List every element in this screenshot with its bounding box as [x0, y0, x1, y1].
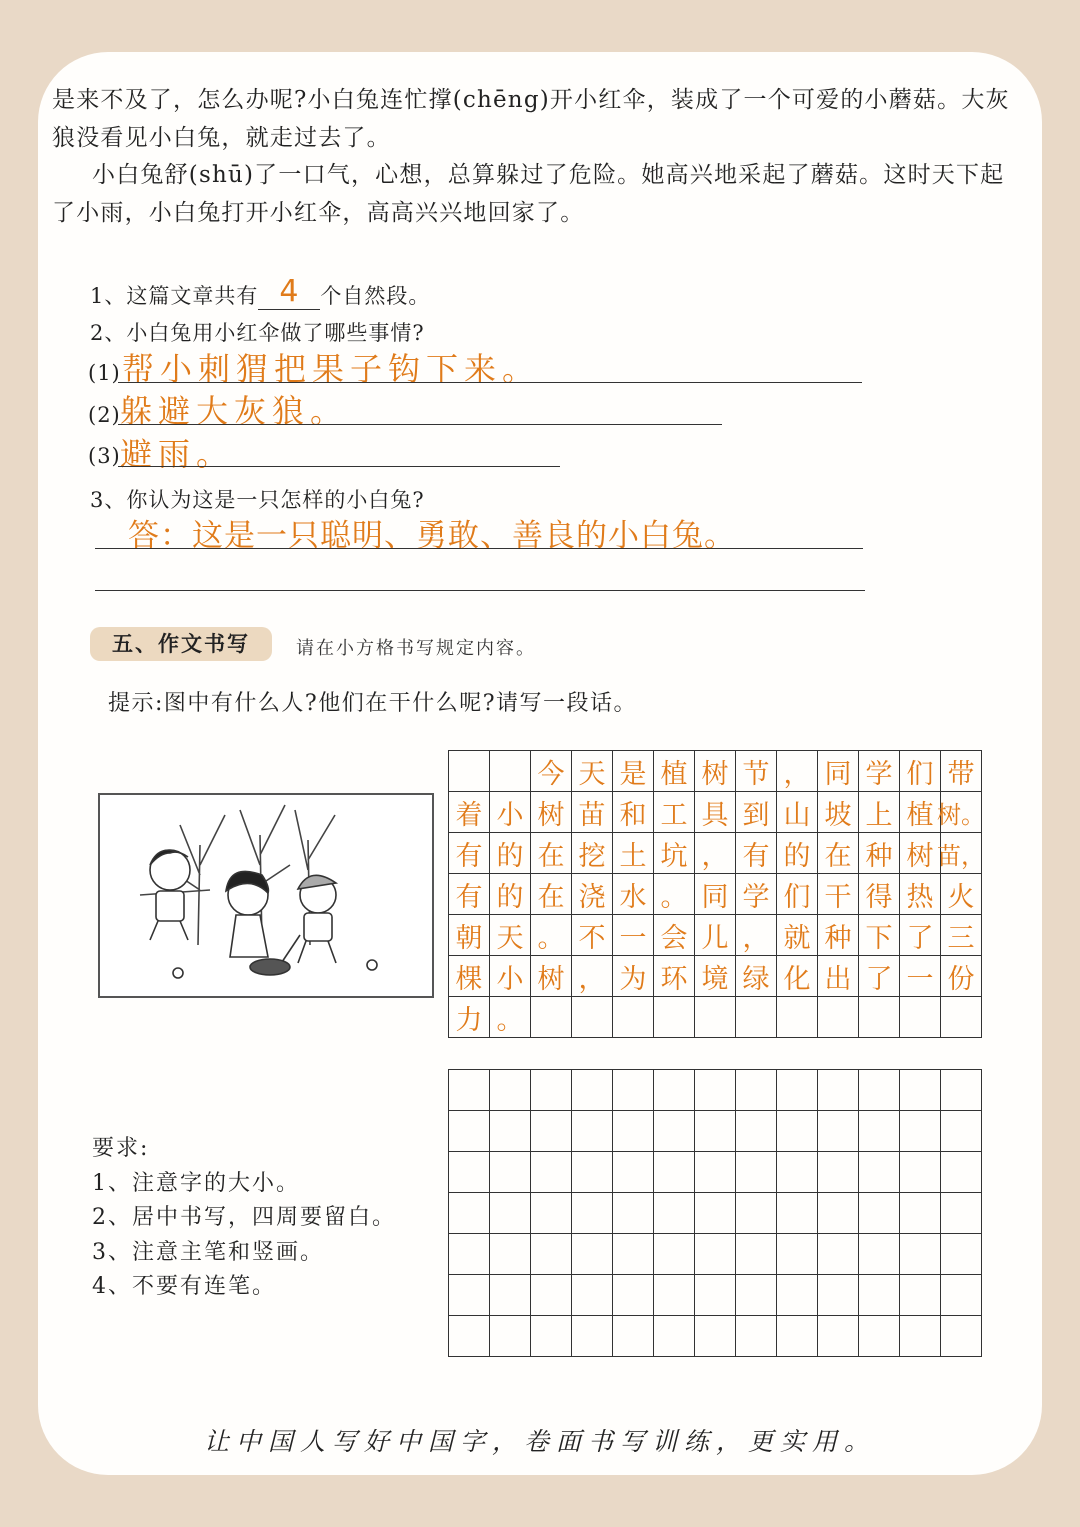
- grid-cell[interactable]: [736, 997, 777, 1038]
- grid-cell[interactable]: 和: [613, 792, 654, 833]
- grid-cell[interactable]: 树: [531, 956, 572, 997]
- grid-cell[interactable]: 有: [449, 833, 490, 874]
- reading-passage: [52, 82, 1027, 232]
- grid-cell[interactable]: [531, 1234, 572, 1275]
- grid-cell[interactable]: [941, 997, 982, 1038]
- q2-item-2-answer: 躲避大灰狼。: [120, 392, 349, 430]
- grid-cell[interactable]: [449, 1111, 490, 1152]
- grid-cell[interactable]: 环: [654, 956, 695, 997]
- grid-cell[interactable]: 在: [818, 833, 859, 874]
- grid-cell[interactable]: [490, 1193, 531, 1234]
- grid-cell[interactable]: [818, 1152, 859, 1193]
- grid-cell[interactable]: 力: [449, 997, 490, 1038]
- grid-cell[interactable]: 坑: [654, 833, 695, 874]
- grid-cell[interactable]: 会: [654, 915, 695, 956]
- question-1-prefix: 1、这篇文章共有: [90, 284, 259, 308]
- section-heading: 五、作文书写: [90, 627, 272, 661]
- grid-cell[interactable]: 工: [654, 792, 695, 833]
- grid-cell[interactable]: [777, 1111, 818, 1152]
- grid-cell[interactable]: [736, 1070, 777, 1111]
- grid-cell[interactable]: [818, 1275, 859, 1316]
- grid-cell[interactable]: 学: [859, 751, 900, 792]
- grid-cell[interactable]: [736, 1152, 777, 1193]
- requirement-item: 3、注意主笔和竖画。: [92, 1239, 324, 1265]
- grid-cell[interactable]: 一: [900, 956, 941, 997]
- grid-cell[interactable]: [531, 1193, 572, 1234]
- grid-cell[interactable]: [572, 1152, 613, 1193]
- writing-grid-empty: [448, 1069, 982, 1357]
- grid-cell[interactable]: [941, 1111, 982, 1152]
- passage-paragraph-2: 小白兔舒(shū)了一口气，心想，总算躲过了危险。她高兴地采起了蘑菇。这时天下起了小雨，小白兔打开小红伞，高高兴兴地回家了。: [52, 162, 1005, 226]
- footer-slogan: 让中国人写好中国字，卷面书写训练，更实用。: [203, 1427, 876, 1456]
- grid-cell[interactable]: 有: [449, 874, 490, 915]
- requirements: [92, 1132, 396, 1305]
- grid-cell[interactable]: 水: [613, 874, 654, 915]
- grid-cell[interactable]: [941, 1234, 982, 1275]
- requirement-item: 2、居中书写，四周要留白。: [92, 1205, 396, 1230]
- grid-cell[interactable]: [613, 1193, 654, 1234]
- question-1-blank[interactable]: [258, 274, 320, 310]
- grid-cell[interactable]: [449, 1234, 490, 1275]
- grid-cell[interactable]: [818, 1070, 859, 1111]
- grid-cell[interactable]: 树: [900, 833, 941, 874]
- grid-cell[interactable]: 土: [613, 833, 654, 874]
- requirement-item: 4、不要有连笔。: [92, 1274, 276, 1299]
- grid-cell[interactable]: [859, 1070, 900, 1111]
- grid-cell[interactable]: 绿: [736, 956, 777, 997]
- grid-cell[interactable]: [818, 1316, 859, 1357]
- grid-cell[interactable]: 三: [941, 915, 982, 956]
- grid-cell[interactable]: 小: [490, 792, 531, 833]
- grid-cell[interactable]: [572, 1193, 613, 1234]
- grid-cell[interactable]: 同: [818, 751, 859, 792]
- grid-cell[interactable]: 们: [777, 874, 818, 915]
- grid-cell[interactable]: [695, 1234, 736, 1275]
- q2-item-1-line[interactable]: [118, 382, 862, 383]
- grid-cell[interactable]: 具: [695, 792, 736, 833]
- grid-cell[interactable]: [613, 1234, 654, 1275]
- grid-cell[interactable]: [818, 997, 859, 1038]
- question-3: 3、你认为这是一只怎样的小白兔?: [90, 488, 425, 512]
- question-1: [90, 276, 430, 312]
- grid-cell[interactable]: [900, 997, 941, 1038]
- grid-cell[interactable]: [654, 1111, 695, 1152]
- grid-cell[interactable]: 份: [941, 956, 982, 997]
- grid-cell[interactable]: [695, 1070, 736, 1111]
- grid-cell[interactable]: [449, 1193, 490, 1234]
- grid-cell[interactable]: 一: [613, 915, 654, 956]
- grid-cell[interactable]: [613, 1152, 654, 1193]
- grid-cell[interactable]: 朝: [449, 915, 490, 956]
- grid-cell[interactable]: 植: [654, 751, 695, 792]
- grid-cell[interactable]: 热: [900, 874, 941, 915]
- grid-cell[interactable]: [818, 1111, 859, 1152]
- grid-cell[interactable]: 小: [490, 956, 531, 997]
- grid-cell[interactable]: 的: [490, 833, 531, 874]
- q2-item-1-answer: 帮小刺猬把果子钩下来。: [122, 350, 541, 388]
- grid-cell[interactable]: [859, 1275, 900, 1316]
- grid-cell[interactable]: [777, 1193, 818, 1234]
- grid-cell[interactable]: [736, 1193, 777, 1234]
- grid-cell[interactable]: [859, 1316, 900, 1357]
- grid-cell[interactable]: 种: [818, 915, 859, 956]
- question-3-line-2[interactable]: [95, 590, 865, 591]
- grid-cell[interactable]: [490, 1316, 531, 1357]
- section-note: 请在小方格书写规定内容。: [296, 638, 536, 659]
- grid-cell[interactable]: 上: [859, 792, 900, 833]
- grid-cell[interactable]: [572, 1316, 613, 1357]
- grid-cell[interactable]: [490, 1111, 531, 1152]
- grid-cell[interactable]: [654, 1275, 695, 1316]
- grid-cell[interactable]: [941, 1070, 982, 1111]
- grid-cell[interactable]: 儿: [695, 915, 736, 956]
- grid-cell[interactable]: 。: [654, 874, 695, 915]
- grid-cell[interactable]: 火: [941, 874, 982, 915]
- question-2: 2、小白兔用小红伞做了哪些事情?: [90, 321, 425, 345]
- grid-cell[interactable]: 为: [613, 956, 654, 997]
- requirements-title: 要求:: [92, 1136, 150, 1161]
- question-3-answer: 答：这是一只聪明、勇敢、善良的小白兔。: [128, 518, 736, 554]
- grid-cell[interactable]: 着: [449, 792, 490, 833]
- grid-cell[interactable]: [941, 1152, 982, 1193]
- grid-cell[interactable]: [572, 1234, 613, 1275]
- grid-cell[interactable]: 树: [695, 751, 736, 792]
- grid-cell[interactable]: 得: [859, 874, 900, 915]
- grid-cell[interactable]: 苗: [572, 792, 613, 833]
- question-1-suffix: 个自然段。: [320, 284, 431, 308]
- tree-planting-illustration: [98, 793, 434, 998]
- grid-cell[interactable]: 在: [531, 833, 572, 874]
- q2-item-3-answer: 避雨。: [120, 435, 235, 473]
- grid-cell[interactable]: 山: [777, 792, 818, 833]
- grid-cell[interactable]: 就: [777, 915, 818, 956]
- grid-cell[interactable]: 了: [859, 956, 900, 997]
- grid-cell[interactable]: [572, 1111, 613, 1152]
- grid-cell[interactable]: [531, 1275, 572, 1316]
- grid-cell[interactable]: [777, 997, 818, 1038]
- grid-cell[interactable]: ，: [695, 833, 736, 874]
- grid-cell[interactable]: [900, 1070, 941, 1111]
- grid-cell[interactable]: [900, 1111, 941, 1152]
- grid-cell[interactable]: [859, 1152, 900, 1193]
- grid-cell[interactable]: [490, 1234, 531, 1275]
- grid-cell[interactable]: [449, 1152, 490, 1193]
- grid-cell[interactable]: [736, 1111, 777, 1152]
- writing-hint: 提示:图中有什么人?他们在干什么呢?请写一段话。: [108, 691, 638, 716]
- grid-cell[interactable]: 的: [777, 833, 818, 874]
- grid-cell[interactable]: 树: [531, 792, 572, 833]
- grid-cell[interactable]: 浇: [572, 874, 613, 915]
- grid-cell[interactable]: [736, 1275, 777, 1316]
- requirement-item: 1、注意字的大小。: [92, 1170, 300, 1196]
- grid-cell[interactable]: [900, 1193, 941, 1234]
- grid-cell[interactable]: 有: [736, 833, 777, 874]
- grid-cell[interactable]: 。: [531, 915, 572, 956]
- grid-cell[interactable]: 们: [900, 751, 941, 792]
- illustration-drawing: [100, 795, 432, 996]
- grid-cell[interactable]: 化: [777, 956, 818, 997]
- grid-cell[interactable]: [777, 1234, 818, 1275]
- grid-cell[interactable]: 的: [490, 874, 531, 915]
- grid-cell[interactable]: 挖: [572, 833, 613, 874]
- grid-cell[interactable]: 学: [736, 874, 777, 915]
- grid-cell[interactable]: [490, 1152, 531, 1193]
- grid-cell[interactable]: [531, 1070, 572, 1111]
- q2-item-3-line[interactable]: [118, 466, 560, 467]
- grid-cell[interactable]: [613, 1275, 654, 1316]
- question-1-answer: 4: [279, 274, 300, 309]
- grid-cell[interactable]: [613, 997, 654, 1038]
- grid-cell[interactable]: [777, 1152, 818, 1193]
- grid-cell[interactable]: [859, 1111, 900, 1152]
- q2-item-3-label: (3): [88, 444, 121, 468]
- grid-cell[interactable]: [531, 1111, 572, 1152]
- q2-item-2-label: (2): [88, 403, 121, 427]
- grid-cell[interactable]: [695, 1193, 736, 1234]
- grid-cell[interactable]: 节: [736, 751, 777, 792]
- grid-cell[interactable]: 坡: [818, 792, 859, 833]
- grid-cell[interactable]: [654, 997, 695, 1038]
- grid-cell[interactable]: [531, 1316, 572, 1357]
- grid-cell[interactable]: ，: [736, 915, 777, 956]
- grid-cell[interactable]: [695, 1316, 736, 1357]
- grid-cell[interactable]: [613, 1070, 654, 1111]
- grid-cell[interactable]: 下: [859, 915, 900, 956]
- grid-cell[interactable]: [654, 1070, 695, 1111]
- grid-cell[interactable]: [490, 751, 531, 792]
- grid-cell[interactable]: [490, 1070, 531, 1111]
- grid-cell[interactable]: [654, 1193, 695, 1234]
- grid-cell[interactable]: [900, 1152, 941, 1193]
- passage-paragraph-1: 是来不及了，怎么办呢?小白兔连忙撑(chēng)开小红伞，装成了一个可爱的小蘑菇。大灰狼没看见小白兔，就走过去了。: [52, 87, 1010, 151]
- grid-cell[interactable]: [695, 1275, 736, 1316]
- grid-cell[interactable]: [449, 1316, 490, 1357]
- grid-cell[interactable]: [572, 1070, 613, 1111]
- grid-cell[interactable]: 不: [572, 915, 613, 956]
- question-3-line-1[interactable]: [95, 548, 863, 549]
- grid-cell[interactable]: [859, 1234, 900, 1275]
- writing-grid-filled: [448, 750, 985, 1038]
- grid-cell[interactable]: 干: [818, 874, 859, 915]
- grid-cell[interactable]: [490, 1275, 531, 1316]
- grid-cell[interactable]: [941, 1275, 982, 1316]
- grid-cell[interactable]: [941, 1316, 982, 1357]
- grid-cell[interactable]: [654, 1152, 695, 1193]
- grid-cell[interactable]: [941, 1193, 982, 1234]
- grid-cell[interactable]: [572, 1275, 613, 1316]
- grid-cell[interactable]: [449, 1070, 490, 1111]
- grid-cell[interactable]: 到: [736, 792, 777, 833]
- grid-cell[interactable]: ，: [777, 751, 818, 792]
- grid-cell[interactable]: ，: [572, 956, 613, 997]
- grid-cell[interactable]: [818, 1193, 859, 1234]
- grid-cell[interactable]: [572, 997, 613, 1038]
- grid-cell[interactable]: [695, 997, 736, 1038]
- grid-cell[interactable]: [859, 997, 900, 1038]
- grid-cell[interactable]: [531, 997, 572, 1038]
- grid-cell[interactable]: 境: [695, 956, 736, 997]
- grid-cell[interactable]: 今: [531, 751, 572, 792]
- grid-cell[interactable]: [900, 1234, 941, 1275]
- grid-cell[interactable]: 了: [900, 915, 941, 956]
- grid-cell[interactable]: 在: [531, 874, 572, 915]
- grid-cell[interactable]: [900, 1275, 941, 1316]
- grid-cell[interactable]: [654, 1234, 695, 1275]
- grid-cell[interactable]: [449, 751, 490, 792]
- grid-cell[interactable]: 天: [490, 915, 531, 956]
- grid-cell[interactable]: [695, 1152, 736, 1193]
- grid-cell[interactable]: [736, 1234, 777, 1275]
- grid-cell[interactable]: [777, 1070, 818, 1111]
- grid-cell[interactable]: 植: [900, 792, 941, 833]
- grid-cell[interactable]: 是: [613, 751, 654, 792]
- q2-item-2-line[interactable]: [118, 424, 722, 425]
- grid-cell[interactable]: [818, 1234, 859, 1275]
- grid-cell[interactable]: [613, 1316, 654, 1357]
- grid-cell[interactable]: 种: [859, 833, 900, 874]
- grid-cell[interactable]: 树。: [941, 792, 982, 833]
- grid-cell[interactable]: [695, 1111, 736, 1152]
- grid-cell[interactable]: [654, 1316, 695, 1357]
- grid-cell[interactable]: [859, 1193, 900, 1234]
- grid-cell[interactable]: [449, 1275, 490, 1316]
- grid-cell[interactable]: 带: [941, 751, 982, 792]
- grid-cell[interactable]: 棵: [449, 956, 490, 997]
- grid-cell[interactable]: 出: [818, 956, 859, 997]
- grid-cell[interactable]: [777, 1275, 818, 1316]
- grid-cell[interactable]: [900, 1316, 941, 1357]
- grid-cell[interactable]: 。: [490, 997, 531, 1038]
- grid-cell[interactable]: [736, 1316, 777, 1357]
- grid-cell[interactable]: 同: [695, 874, 736, 915]
- grid-cell[interactable]: 苗，: [941, 833, 982, 874]
- grid-cell[interactable]: [613, 1111, 654, 1152]
- grid-cell[interactable]: 天: [572, 751, 613, 792]
- grid-cell[interactable]: [777, 1316, 818, 1357]
- grid-cell[interactable]: [531, 1152, 572, 1193]
- q2-item-1-label: (1): [88, 361, 121, 385]
